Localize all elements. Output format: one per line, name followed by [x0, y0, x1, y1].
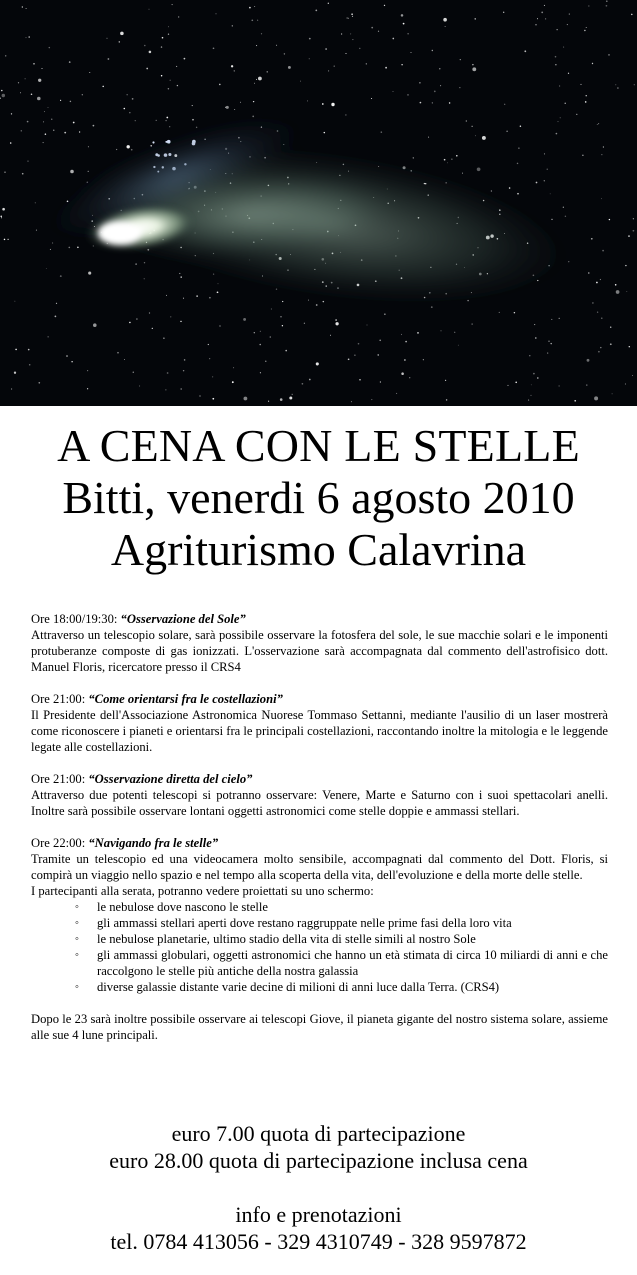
closing-note: Dopo le 23 sarà inoltre possibile osservare ai telescopi Giove, il pianeta gigante del nostro sistema solare, assieme alle sue 4 lune principali.: [31, 1012, 608, 1042]
list-item: ◦ gli ammassi globulari, oggetti astronomici che hanno un età stimata di circa 10 miliardi di anni e che raccolgono le stelle più antiche della nostra galassia: [67, 947, 608, 979]
event-date: Bitti, venerdi 6 agosto 2010: [62, 472, 575, 523]
section-text: Attraverso un telescopio solare, sarà possibile osservare la fotosfera del sole, le sue macchie solari e le imponenti protuberanze composte di gas ionizzati. L'osservazione sarà accompagnata dal commento dell'astrofisico dott. Manuel Floris, ricercatore presso il CRS4: [31, 628, 608, 674]
projection-list: [31, 899, 608, 995]
program-body: [31, 611, 608, 1043]
section-text: Il Presidente dell'Associazione Astronomica Nuorese Tommaso Settanni, mediante l'ausilio di un laser mostrerà come riconoscere i pianeti e orientarsi fra le principali costellazioni, raccontando inoltre la mitologia e le leggende legate alle costellazioni.: [31, 708, 608, 754]
section-time: Ore 18:00/19:30:: [31, 612, 121, 626]
section-intro: I partecipanti alla serata, potranno vedere proiettati su uno schermo:: [31, 884, 374, 898]
section-time: Ore 22:00:: [31, 836, 89, 850]
footer-info: [0, 1120, 637, 1255]
list-item: ◦ le nebulose planetarie, ultimo stadio della vita di stelle simili al nostro Sole: [67, 931, 608, 947]
section-time: Ore 21:00:: [31, 772, 89, 786]
section-time: Ore 21:00:: [31, 692, 89, 706]
list-item: ◦ gli ammassi stellari aperti dove restano raggruppate nelle prime fasi della loro vita: [67, 915, 608, 931]
night-sky-image: [0, 0, 637, 406]
program-section-constellations: [31, 691, 608, 755]
section-heading: “Navigando fra le stelle”: [88, 836, 219, 850]
section-heading: “Come orientarsi fra le costellazioni”: [88, 692, 283, 706]
program-section-sky: [31, 771, 608, 819]
event-title-block: [0, 420, 637, 576]
program-section-sun: [31, 611, 608, 675]
list-item: ◦ diverse galassie distante varie decine di milioni di anni luce dalla Terra. (CRS4): [67, 979, 608, 995]
event-venue: Agriturismo Calavrina: [110, 524, 527, 575]
info-label: info e prenotazioni: [235, 1202, 402, 1227]
section-header: [31, 835, 608, 851]
price-with-dinner: euro 28.00 quota di partecipazione inclusa cena: [109, 1148, 528, 1173]
section-heading: “Osservazione del Sole”: [120, 612, 246, 626]
section-header: [31, 611, 608, 627]
list-item: ◦ le nebulose dove nascono le stelle: [67, 899, 608, 915]
section-header: [31, 771, 608, 787]
program-section-stars: [31, 835, 608, 995]
comet-photo: [0, 0, 637, 406]
section-header: [31, 691, 608, 707]
section-heading: “Osservazione diretta del cielo”: [88, 772, 253, 786]
price-basic: euro 7.00 quota di partecipazione: [171, 1121, 466, 1146]
section-text: Tramite un telescopio ed una videocamera molto sensibile, accompagnati dal commento del Dott. Floris, si compirà un viaggio nello spazio e nel tempo alla scoperta della vita, dell'evoluzione e della morte delle stelle.: [31, 852, 608, 882]
event-title: A CENA CON LE STELLE: [57, 420, 580, 471]
section-text: Attraverso due potenti telescopi si potranno osservare: Venere, Marte e Saturno con i suoi spettacolari anelli. Inoltre sarà possibile osservare lontani oggetti astronomici come stelle doppie e ammassi stellari.: [31, 788, 608, 818]
phone-numbers: tel. 0784 413056 - 329 4310749 - 328 9597872: [110, 1229, 527, 1254]
